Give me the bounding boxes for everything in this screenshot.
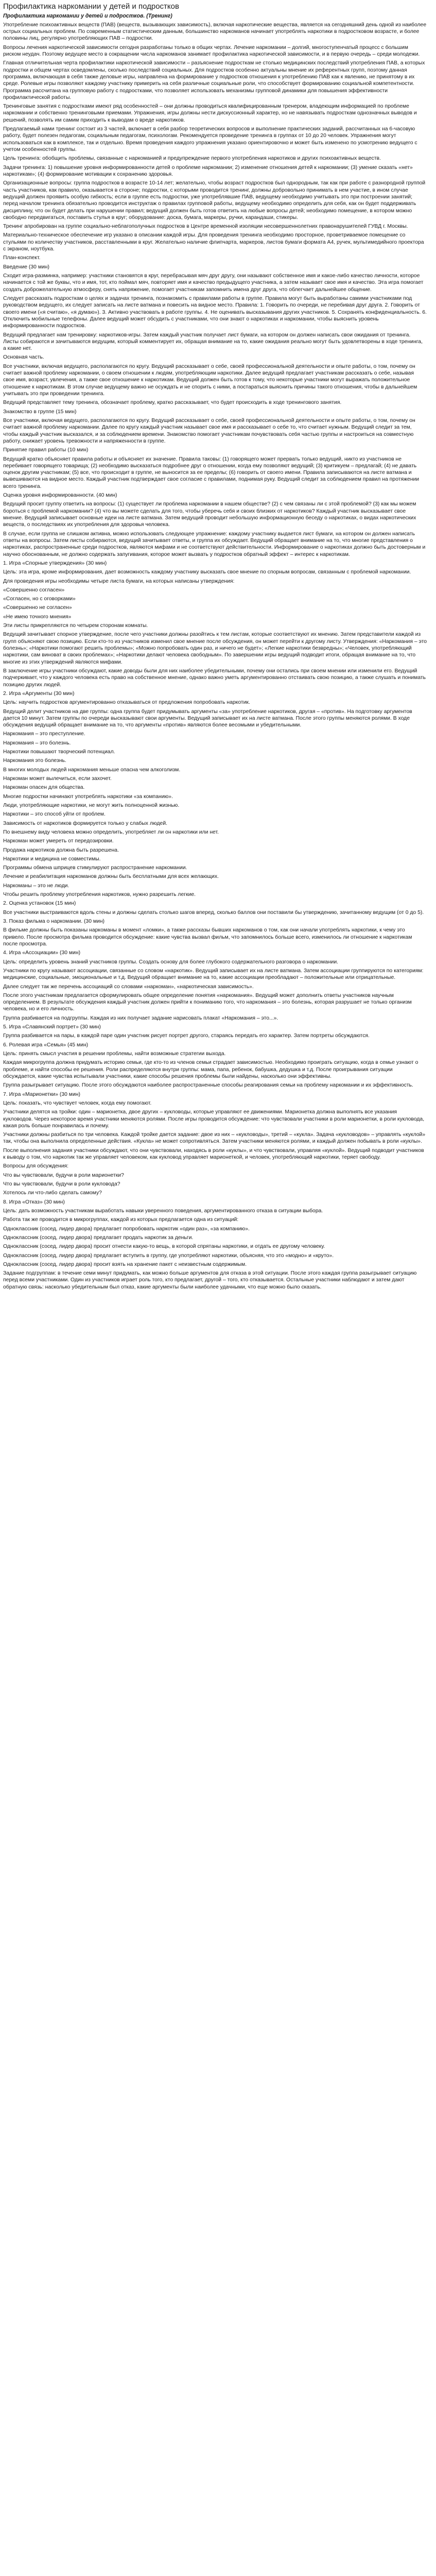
paragraph: Предлагаемый нами тренинг состоит из 3 частей, включает в себя разбор теоретических вопросов и выполнение практических заданий, рассчитанных на 6-часовую работу, будет полезен педагогам, социальным педагогам, психологам. Рекомендуется проведение тренинга в группах от 10 до 20 человек. Упражнения могут использоваться как в комплексе, так и отдельно. Время проведения каждого упражнения указано ориентировочно и может быть изменено по усмотрению ведущего с учетом особенностей группы. xyxy=(3,126,417,153)
article-body xyxy=(3,22,427,1291)
paragraph: Ведущий предлагает нам тренировку: наркотиков-игры. Затем каждый участник получает лист бумаги, на котором он должен написать свои ожидания от тренинга. Листы собираются и зачитываются ведущим, который комментирует их, обращая внимание на то, какие ожидания реально могут быть удовлетворены в ходе тренинга, а какие нет. xyxy=(3,332,423,352)
paragraph: Вопросы лечения наркотической зависимости сегодня разработаны только в общих чертах. Лечение наркомании – долгий, многоступенчатый процесс с большим риском неудач. Поэтому ведущее место в сокращении числа наркоманов занимает профилактика наркотической зависимости, и в первую очередь – среди молодежи. xyxy=(3,44,420,57)
paragraph: Наркотики повышают творческий потенциал. xyxy=(3,749,115,755)
paragraph: 2. Игра «Аргументы (30 мин) xyxy=(3,690,75,697)
paragraph: Зависимость от наркотиков формируется только у слабых людей. xyxy=(3,820,168,826)
paragraph: Наркотики и медицина не совместимы. xyxy=(3,856,101,862)
paragraph: Следует рассказать подросткам о целях и задачах тренинга, познакомить с правилами работы в группе. Правила могут быть выработаны самими участниками под руководством ведущего, их следует записать на листе ватмана и повесить на видное место. Правила: 1. Говорить по очереди, не перебивая друг друга. 2. Говорить от своего имени («я считаю», «я думаю»). 3. Активно участвовать в работе группы. 4. Не оценивать высказывания других участников. 5. Сохранять конфиденциальность. 6. Отключить мобильные телефоны. Далее ведущий может обсудить с участниками, что они знают о наркотиках и наркомании, чтобы выяснить уровень информированности подростков. xyxy=(3,295,427,329)
paragraph: Программы обмена шприцев стимулируют распространение наркомании. xyxy=(3,865,187,871)
paragraph: Продажа наркотиков должна быть разрешена. xyxy=(3,847,119,853)
paragraph: Тренинг апробирован на группе социально-неблагополучных подростков в Центре временной изоляции несовершеннолетних правонарушителей ГУВД г. Москвы. xyxy=(3,224,408,230)
paragraph: 4. Игра «Ассоциации» (30 мин) xyxy=(3,950,81,956)
paragraph: Одноклассник (сосед, лидер двора) предлагает продать наркотик за деньги. xyxy=(3,1234,194,1241)
paragraph: Участники должны разбиться по три человека. Каждой тройке дается задание: двое из них – «кукловоды», третий – «кукла». Задача «кукловодов» – управлять «куклой» так, чтобы она выполнила определенные действия. «Кукла» не может сопротивляться. Затем участники меняются ролями, и каждый должен побывать в роли «куклы». xyxy=(3,1132,426,1145)
paragraph: В фильме должны быть показаны наркоманы в момент «ломки», а также рассказы бывших наркоманов о том, как они начали употреблять наркотики, к чему это привело. После просмотра фильма проводится обсуждение: какие чувства вызвал фильм, что запомнилось больше всего, изменилось ли отношение к наркотикам после просмотра. xyxy=(3,927,412,947)
paragraph: 5. Игра «Славянский портрет» (30 мин) xyxy=(3,1024,101,1030)
article xyxy=(0,0,430,1300)
paragraph: Далее следует так же перечень ассоциаций со словами «наркоман», «наркотическая зависимость». xyxy=(3,984,254,990)
paragraph: Наркотики – это способ уйти от проблем. xyxy=(3,811,106,818)
paragraph: Что вы чувствовали, будучи в роли марионетки? xyxy=(3,1172,124,1178)
paragraph: «Совершенно согласен» xyxy=(3,587,65,593)
paragraph: Материально-техническое обеспечение игр указано в описании каждой игры. Для проведения тренинга необходимо просторное, проветриваемое помещение со стульями по количеству участников, расставленными в круг. Желательно наличие флипчарта, маркеров, листов бумаги формата А4, ручек, мультимедийного проектора с экраном, ноутбука. xyxy=(3,232,424,252)
paragraph: Одноклассник (сосед, лидер двора) просит взять на хранение пакет с неизвестным содержимым. xyxy=(3,1261,247,1267)
paragraph: Каждая микрогруппа должна придумать историю семьи, где кто-то из членов семьи страдает зависимостью. Необходимо проиграть ситуацию, когда в семье узнают о проблеме, и найти способы ее решения. Роли распределяются внутри группы: мама, папа, ребенок, бабушка, дедушка и т.д. После проигрывания ситуации обсуждается, какие чувства испытывали участники, какие способы решения проблемы были найдены, насколько они эффективны. xyxy=(3,1060,418,1079)
paragraph: В многих молодых людей наркомания меньше опасна чем алкоголизм. xyxy=(3,767,181,773)
paragraph: Употребление психоактивных веществ (ПАВ) (веществ, вызывающих зависимость), включая наркотические вещества, является на сегодняшний день одной из наиболее острых социальных проблем. По современным статистическим данным, большинство наркоманов начинает употреблять наркотики в подростковом возрасте, и более половины лиц, регулярно употребляющих ПАВ – подростки. xyxy=(3,22,427,42)
paragraph: Наркоман опасен для общества. xyxy=(3,785,85,791)
paragraph: Наркоман может умереть от передозировки. xyxy=(3,838,114,844)
paragraph: Цель: дать возможность участникам выработать навыки уверенного поведения, аргументированного отказа в ситуации выбора. xyxy=(3,1208,323,1214)
paragraph: Сходит игра-разминка, например: участники становятся в круг, перебрасывая мяч друг другу, они называют собственное имя и какое-либо качество личности, которое начинается с той же буквы, что и имя, тот, кто поймал мяч, повторяет имя и качество предыдущего участника, а затем называет свое имя и качество. Эта игра помогает создать доброжелательную атмосферу, снять напряжение, помогает участникам запомнить имена друг друга, что облегчает дальнейшее общение. xyxy=(3,273,424,293)
paragraph: Ведущий просит группу ответить на вопросы: (1) существует ли проблема наркомании в нашем обществе? (2) с чем связаны ли с этой проблемой? (3) как мы можем бороться с проблемой наркомании? (4) что вы можете сделать для того, чтобы уберечь себя и своих близких от наркотиков? Каждый участник высказывает свое мнение. Ведущий записывает основные идеи на листе ватмана. Затем ведущий проводит небольшую информационную беседу о наркотиках, о видах наркотических веществ, о последствиях их употребления для здоровья человека. xyxy=(3,501,416,528)
page-title: Профилактика наркомании у детей и подростков xyxy=(3,2,179,11)
paragraph: Наркоман может вылечиться, если захочет. xyxy=(3,776,112,782)
paragraph: Одноклассник (сосед, лидер двора) предлагает вступить в группу, где употребляют наркотики, объясняя, что это «модно» и «круто». xyxy=(3,1252,334,1259)
paragraph: План-конспект. xyxy=(3,255,41,261)
paragraph: Участники делятся на тройки: один – марионетка, двое других – кукловоды, которые управляют ее движениями. Марионетка должна выполнять все указания кукловодов. Через некоторое время участники меняются ролями. После игры проводится обсуждение: что чувствовали участники в роли марионетки, в роли кукловода, какая роль больше понравилась и почему. xyxy=(3,1109,425,1129)
paragraph: Все участники, включая ведущего, располагаются по кругу. Ведущий рассказывает о себе, своей профессиональной деятельности и опыте работы, о том, почему он считает важной проблему наркомании. Далее по кругу каждый участник называет свое имя и рассказывает о себе то, что считает нужным. Ведущий следит за тем, чтобы каждый участник высказался, и за соблюдением времени. Знакомство помогает участникам почувствовать себя частью группы и настроиться на совместную работу, снижает уровень тревожности и напряженности в группе. xyxy=(3,417,415,444)
paragraph: Введение (30 мин) xyxy=(3,264,49,270)
paragraph: Наркомания – это болезнь. xyxy=(3,740,71,746)
paragraph: Задачи тренинга: 1) повышение уровня информированности детей о проблеме наркомании; 2) изменение отношения детей к наркомании; (3) умение сказать «нет» наркотикам»; (4) формирование мотивации к сохранению здоровья. xyxy=(3,164,413,177)
paragraph: Принятие правил работы (10 мин) xyxy=(3,447,89,453)
paragraph: Работа так же проводится в микрогруппах, каждой из которых предлагается одна из ситуаций: xyxy=(3,1217,239,1223)
paragraph: Ведущий зачитывает спорное утверждение, после чего участники должны разойтись к тем листам, которые соответствуют их мнению. Затем представители каждой из групп объясняют свою позицию. Если кто-то из участников изменил свое мнение после обсуждения, он может перейти к другому листу. Утверждения: «Наркомания – это болезнь»; «Наркотики помогают решить проблемы»; «Можно попробовать один раз, и ничего не будет»; «Легкие наркотики безвредны»; «Человек, употребляющий наркотики, сам виноват в своих проблемах»; «Наркотики делают человека свободным». По завершении игры ведущий подводит итоги, обращая внимание на то, что многие из этих утверждений являются мифами. xyxy=(3,632,427,665)
paragraph: 7. Игра «Марионетки» (30 мин) xyxy=(3,1091,80,1097)
paragraph: 2. Оценка установок (15 мин) xyxy=(3,901,76,907)
paragraph: «Не имею точного мнения» xyxy=(3,614,72,620)
paragraph: 3. Показ фильма о наркомании. (30 мин) xyxy=(3,919,105,925)
paragraph: Люди, употребляющие наркотики, не могут жить полноценной жизнью. xyxy=(3,802,180,808)
paragraph: Тренинговые занятия с подростками имеют ряд особенностей – они должны проводиться квалифицированным тренером, владеющим информацией по проблеме наркомании и собственно тренинговыми приемами. Упражнения, игры должны нести дискуссионный характер, но не навязывать подросткам однозначных выводов и решений, позволять им самим приходить к выводам о вреде наркотиков. xyxy=(3,104,417,123)
paragraph: Одноклассник (сосед, лидер двора) просит отнести какую-то вещь, в которой спрятаны наркотики, и отдать ее другому человеку. xyxy=(3,1244,325,1250)
paragraph: Вопросы для обсуждения: xyxy=(3,1163,69,1170)
paragraph: После этого участникам предлагается сформулировать общее определение понятия «наркомания». Ведущий может дополнить ответы участников научным определением. В результате обсуждения каждый участник должен прийти к пониманию того, что наркомания – это болезнь, которая разрушает не только организм человека, но и его личность. xyxy=(3,992,412,1012)
paragraph: Ведущий делит участников на две группы: одна группа будет придумывать аргументы «за» употребление наркотиков, другая – «против». На подготовку аргументов дается 10 минут. Затем группы по очереди высказывают свои аргументы. Ведущий записывает их на листе ватмана. После этого группы меняются ролями. В ходе обсуждения ведущий обращает внимание на то, что аргументы «против» являются более весомыми и убедительными. xyxy=(3,708,412,728)
paragraph: В заключение игры участники обсуждают, какие доводы были для них наиболее убедительными, почему они остались при своем мнении или изменили его. Ведущий подчеркивает, что у каждого человека есть право на собственное мнение, однако важно уметь аргументированно отстаивать свою позицию, а также слушать и понимать позицию других людей. xyxy=(3,668,426,688)
paragraph: Наркоманы – это не люди. xyxy=(3,883,69,889)
paragraph: По внешнему виду человека можно определить, употребляет ли он наркотики или нет. xyxy=(3,829,219,835)
paragraph: Для проведения игры необходимы четыре листа бумаги, на которых написаны утверждения: xyxy=(3,578,235,584)
paragraph: «Совершенно не согласен» xyxy=(3,605,72,611)
paragraph: Группа разбивается на пары, в каждой паре один участник рисует портрет другого, стараясь передать его характер. Затем портреты обсуждаются. xyxy=(3,1033,370,1039)
paragraph: Чтобы решить проблему употребления наркотиков, нужно разрешить легкие. xyxy=(3,892,196,898)
paragraph: 1. Игра «Спорные утверждения» (30 мин) xyxy=(3,560,107,566)
paragraph: Знакомство в группе (15 мин) xyxy=(3,409,77,415)
paragraph: Оценка уровня информированности. (40 мин) xyxy=(3,493,117,499)
paragraph: Многие подростки начинают употреблять наркотики «за компанию». xyxy=(3,793,173,800)
paragraph: Лечение и реабилитация наркоманов должны быть бесплатными для всех желающих. xyxy=(3,874,219,880)
paragraph: В случае, если группа не слишком активна, можно использовать следующее упражнение: каждому участнику выдается лист бумаги, на котором он должен написать ответы на вопросы. Затем листы собираются, ведущий зачитывает ответы, и группа их обсуждает. Ведущий обращает внимание на то, что многие представления о наркотиках, распространенные среди подростков, являются мифами и не соответствуют действительности. Информирование о наркотиках должно быть достоверным и научно обоснованным, не должно содержать запугивания, которое может вызвать у подростков обратный эффект – интерес к наркотикам. xyxy=(3,531,426,557)
paragraph: Одноклассник (сосед, лидер двора) предлагает попробовать наркотик «один раз», «за компанию». xyxy=(3,1226,250,1232)
paragraph: После выполнения задания участники обсуждают, что они чувствовали, находясь в роли «куклы», и что чувствовали, управляя «куклой». Ведущий подводит участников к выводу о том, что наркотик так же управляет человеком, как кукловод управляет марионеткой, и человек, употребляющий наркотики, теряет свободу. xyxy=(3,1147,424,1161)
paragraph: «Согласен, но с оговорками» xyxy=(3,596,76,602)
paragraph: Главная отличительная черта профилактики наркотической зависимости – разъяснение подросткам не столько медицинских последствий употребления ПАВ, а которых подростки и общем чертах осведомлены, сколько последствий социальных. Для подростков особенно актуальны мнение их референтных групп, поэтому данная программа, включающая в себя также деловые игры, направлена на формирование у подростков отношения к употреблению ПАВ как к явлению, не принятому в их среде. Ролевые игры позволяют каждому участнику примерить на себя различные социальные роли, что способствует формированию социальной компетентности. Программа рассчитана на групповую работу с подростками, что позволяет использовать механизмы групповой динамики для повышения эффективности профилактической работы. xyxy=(3,60,425,100)
paragraph: Что вы чувствовали, будучи в роли кукловода? xyxy=(3,1181,120,1188)
paragraph: Основная часть. xyxy=(3,354,44,361)
paragraph: 8. Игра «Отказ» (30 мин) xyxy=(3,1199,65,1205)
paragraph: Группа разбивается на подгруппы. Каждая из них получает задание нарисовать плакат «Наркомания – это...». xyxy=(3,1015,278,1021)
paragraph: Все участники выстраиваются вдоль стены и должны сделать столько шагов вперед, сколько баллов они поставили бы утверждению, зачитанному ведущим (от 0 до 5). xyxy=(3,909,424,916)
paragraph: Участники по кругу называют ассоциации, связанные со словом «наркотик». Ведущий записывает их на листе ватмана. Затем ассоциации группируются по категориям: медицинские, социальные, эмоциональные и т.д. Ведущий обращает внимание на то, какие ассоциации преобладают – положительные или отрицательные. xyxy=(3,968,424,981)
paragraph: Задание подгруппам: в течение семи минут придумать, как можно больше аргументов для отказа в этой ситуации. После этого каждая группа разыгрывает ситуацию перед всеми участниками. Один из участников играет роль того, кто предлагает, другой – того, кто отказывается. Остальные участники наблюдают и затем дают обратную связь: насколько убедительным был отказ, какие аргументы были наиболее удачными, что еще можно было сказать. xyxy=(3,1270,417,1290)
article-subtitle: Профилактика наркомании у детей и подростков. (Тренинг) xyxy=(3,13,172,20)
paragraph: Цель: эта игра, кроме информирования, дает возможность каждому участнику высказать свое мнение по спорным вопросам, связанным с проблемой наркомании. xyxy=(3,569,411,575)
paragraph: Цель: научить подростков аргументированно отказываться от предложения попробовать наркотик. xyxy=(3,700,250,706)
paragraph: Ведущий кратко объясняет правила работы и объясняет их значение. Правила таковы: (1) говорящего может прервать только ведущий, никто из участников не перебивает говорящего товарища; (2) необходимо высказаться подробнее друг о отношении, когда ему позволяют ведущий; (3) критикуем – предлагай; (4) не давать оценок другим участникам; (5) все, что происходит в группе, не выносится за ее пределы; (6) говорить от своего имени. Правила записываются на листе ватмана и вывешиваются на видное место. Каждый участник подтверждает свое согласие с правилами, поднимая руку. Ведущий следит за соблюдением правил на протяжении всего тренинга. xyxy=(3,456,420,489)
paragraph: Наркомания это болезнь. xyxy=(3,758,66,764)
paragraph: Эти листы прикрепляются по четырем сторонам комнаты. xyxy=(3,623,148,629)
paragraph: Цель: определить уровень знаний участников группы. Создать основу для более глубокого содержательного разговора о наркомании. xyxy=(3,959,339,965)
paragraph: Группа разыгрывает ситуацию. После этого обсуждаются наиболее распространенные способы реагирования семьи на проблему наркомании и их эффективность. xyxy=(3,1082,413,1089)
paragraph: Ведущий представляет тему тренинга, обозначает проблему, кратко рассказывает, что будет происходить в ходе тренингового занятия. xyxy=(3,400,342,406)
paragraph: Цель: показать, что чувствует человек, когда ему помогают. xyxy=(3,1100,152,1106)
paragraph: Цель тренинга: обобщить проблемы, связанные с наркоманией и предупреждение первого употребления наркотиков и других психоактивных веществ. xyxy=(3,156,381,162)
paragraph: Все участники, включая ведущего, располагаются по кругу. Ведущий рассказывает о себе, своей профессиональной деятельности и опыте работы, о том, почему он считает важной проблему наркомании, о своем отношении к людям, употребляющим наркотики. Далее ведущий предлагает участникам рассказать о себе, называя свое имя, возраст, увлечения, а также свое отношение к наркотикам. Ведущий должен быть готов к тому, что некоторые участники могут выражать положительное отношение к наркотикам. В этом случае ведущему важно не осуждать и не спорить с ними, а постараться выяснить причины такого отношения, чтобы в дальнейшем учитывать это при проведении тренинга. xyxy=(3,363,417,397)
paragraph: Организационные вопросы: группа подростков в возрасте 10-14 лет; желательно, чтобы возраст подростков был однородным, так как при работе с разнородной группой часть участников, как правило, оказывается в стороне; подростки, с которыми проводится тренинг, должны добровольно принимать в нем участие, в ином случае ведущий должен проявить особую гибкость; если в группе есть подростки, уже употреблявшие ПАВ, ведущему необходимо учитывать это при построении занятий; перед началом тренинга обязательно проводится инструктаж о правилах групповой работы, ведущему необходимо определить для себя, как он будет поддерживать дисциплину, что он будет делать при нарушении правил; ведущий должен быть готов ответить на любые вопросы детей; необходимо помещение, в котором можно свободно передвигаться, поставить стулья в круг; оборудование: доска, бумага, маркеры, ручки, карандаши, стикеры. xyxy=(3,180,426,221)
paragraph: Хотелось ли что-либо сделать самому? xyxy=(3,1190,102,1196)
paragraph: Наркомания – это преступление. xyxy=(3,731,85,737)
paragraph: 6. Ролевая игра «Семья» (45 мин) xyxy=(3,1042,89,1048)
paragraph: Цель: принять смысл участия в решении проблемы, найти возможные стратегии выхода. xyxy=(3,1051,226,1057)
